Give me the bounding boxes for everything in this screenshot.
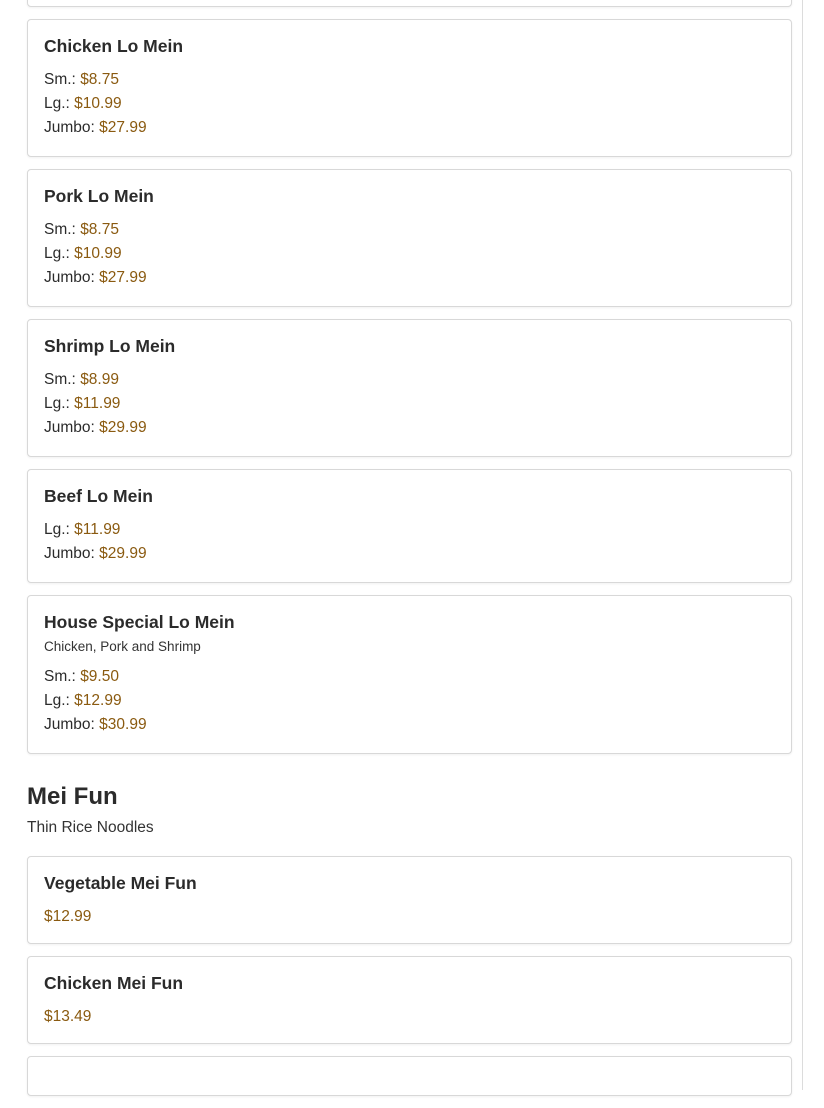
price-value: $27.99 — [99, 119, 147, 136]
price-row-jumbo — [44, 116, 775, 140]
price-value: $13.49 — [44, 1008, 92, 1025]
menu-item-description: Chicken, Pork and Shrimp — [44, 639, 201, 654]
menu-item-card-partial[interactable] — [27, 1056, 792, 1096]
price-value: $9.50 — [80, 668, 119, 685]
menu-item-name: Pork Lo Mein — [44, 186, 154, 206]
price-row-jumbo — [44, 416, 775, 440]
size-label: Lg.: — [44, 245, 70, 262]
section-title: Mei Fun — [27, 783, 118, 810]
price-row — [44, 905, 775, 929]
price-value: $8.75 — [80, 71, 119, 88]
price-row-jumbo — [44, 542, 775, 566]
size-label: Jumbo: — [44, 419, 95, 436]
menu-item-card[interactable] — [27, 469, 792, 583]
price-row-large — [44, 392, 775, 416]
size-label: Lg.: — [44, 395, 70, 412]
menu-content — [27, 0, 792, 1108]
price-value: $12.99 — [74, 692, 122, 709]
menu-item-card[interactable] — [27, 169, 792, 307]
menu-item-card[interactable] — [27, 956, 792, 1044]
price-value: $12.99 — [44, 908, 92, 925]
price-value: $29.99 — [99, 419, 147, 436]
price-value: $10.99 — [74, 95, 122, 112]
size-label: Sm.: — [44, 71, 76, 88]
price-value: $30.99 — [99, 716, 147, 733]
price-value: $27.99 — [99, 269, 147, 286]
price-row-large — [44, 242, 775, 266]
price-row-large — [44, 518, 775, 542]
menu-item-card[interactable] — [27, 595, 792, 754]
menu-item-card[interactable] — [27, 319, 792, 457]
price-row-large — [44, 689, 775, 713]
size-label: Jumbo: — [44, 545, 95, 562]
menu-item-card[interactable] — [27, 856, 792, 944]
price-value: $11.99 — [74, 521, 121, 538]
size-label: Sm.: — [44, 668, 76, 685]
price-value: $11.99 — [74, 395, 121, 412]
size-label: Lg.: — [44, 692, 70, 709]
price-value: $10.99 — [74, 245, 122, 262]
price-row-small — [44, 218, 775, 242]
section-subtitle: Thin Rice Noodles — [27, 819, 154, 836]
price-value: $8.99 — [80, 371, 119, 388]
size-label: Jumbo: — [44, 716, 95, 733]
menu-item-name: Vegetable Mei Fun — [44, 873, 197, 893]
size-label: Sm.: — [44, 371, 76, 388]
price-row-small — [44, 368, 775, 392]
price-value: $29.99 — [99, 545, 147, 562]
menu-item-card[interactable] — [27, 19, 792, 157]
price-row-large — [44, 92, 775, 116]
page-right-border — [802, 0, 803, 1090]
size-label: Jumbo: — [44, 269, 95, 286]
menu-item-card-partial[interactable] — [27, 0, 792, 7]
menu-item-name: Shrimp Lo Mein — [44, 336, 176, 356]
price-row-jumbo — [44, 266, 775, 290]
size-label: Lg.: — [44, 95, 70, 112]
menu-item-name: House Special Lo Mein — [44, 612, 235, 632]
price-row-small — [44, 68, 775, 92]
size-label: Jumbo: — [44, 119, 95, 136]
size-label: Sm.: — [44, 221, 76, 238]
price-row — [44, 1005, 775, 1029]
menu-item-name: Chicken Lo Mein — [44, 36, 184, 56]
price-value: $8.75 — [80, 221, 119, 238]
price-row-jumbo — [44, 713, 775, 737]
price-row-small — [44, 665, 775, 689]
menu-section-mei-fun — [27, 782, 792, 1096]
menu-item-name: Chicken Mei Fun — [44, 973, 184, 993]
menu-item-name: Beef Lo Mein — [44, 486, 153, 506]
size-label: Lg.: — [44, 521, 70, 538]
